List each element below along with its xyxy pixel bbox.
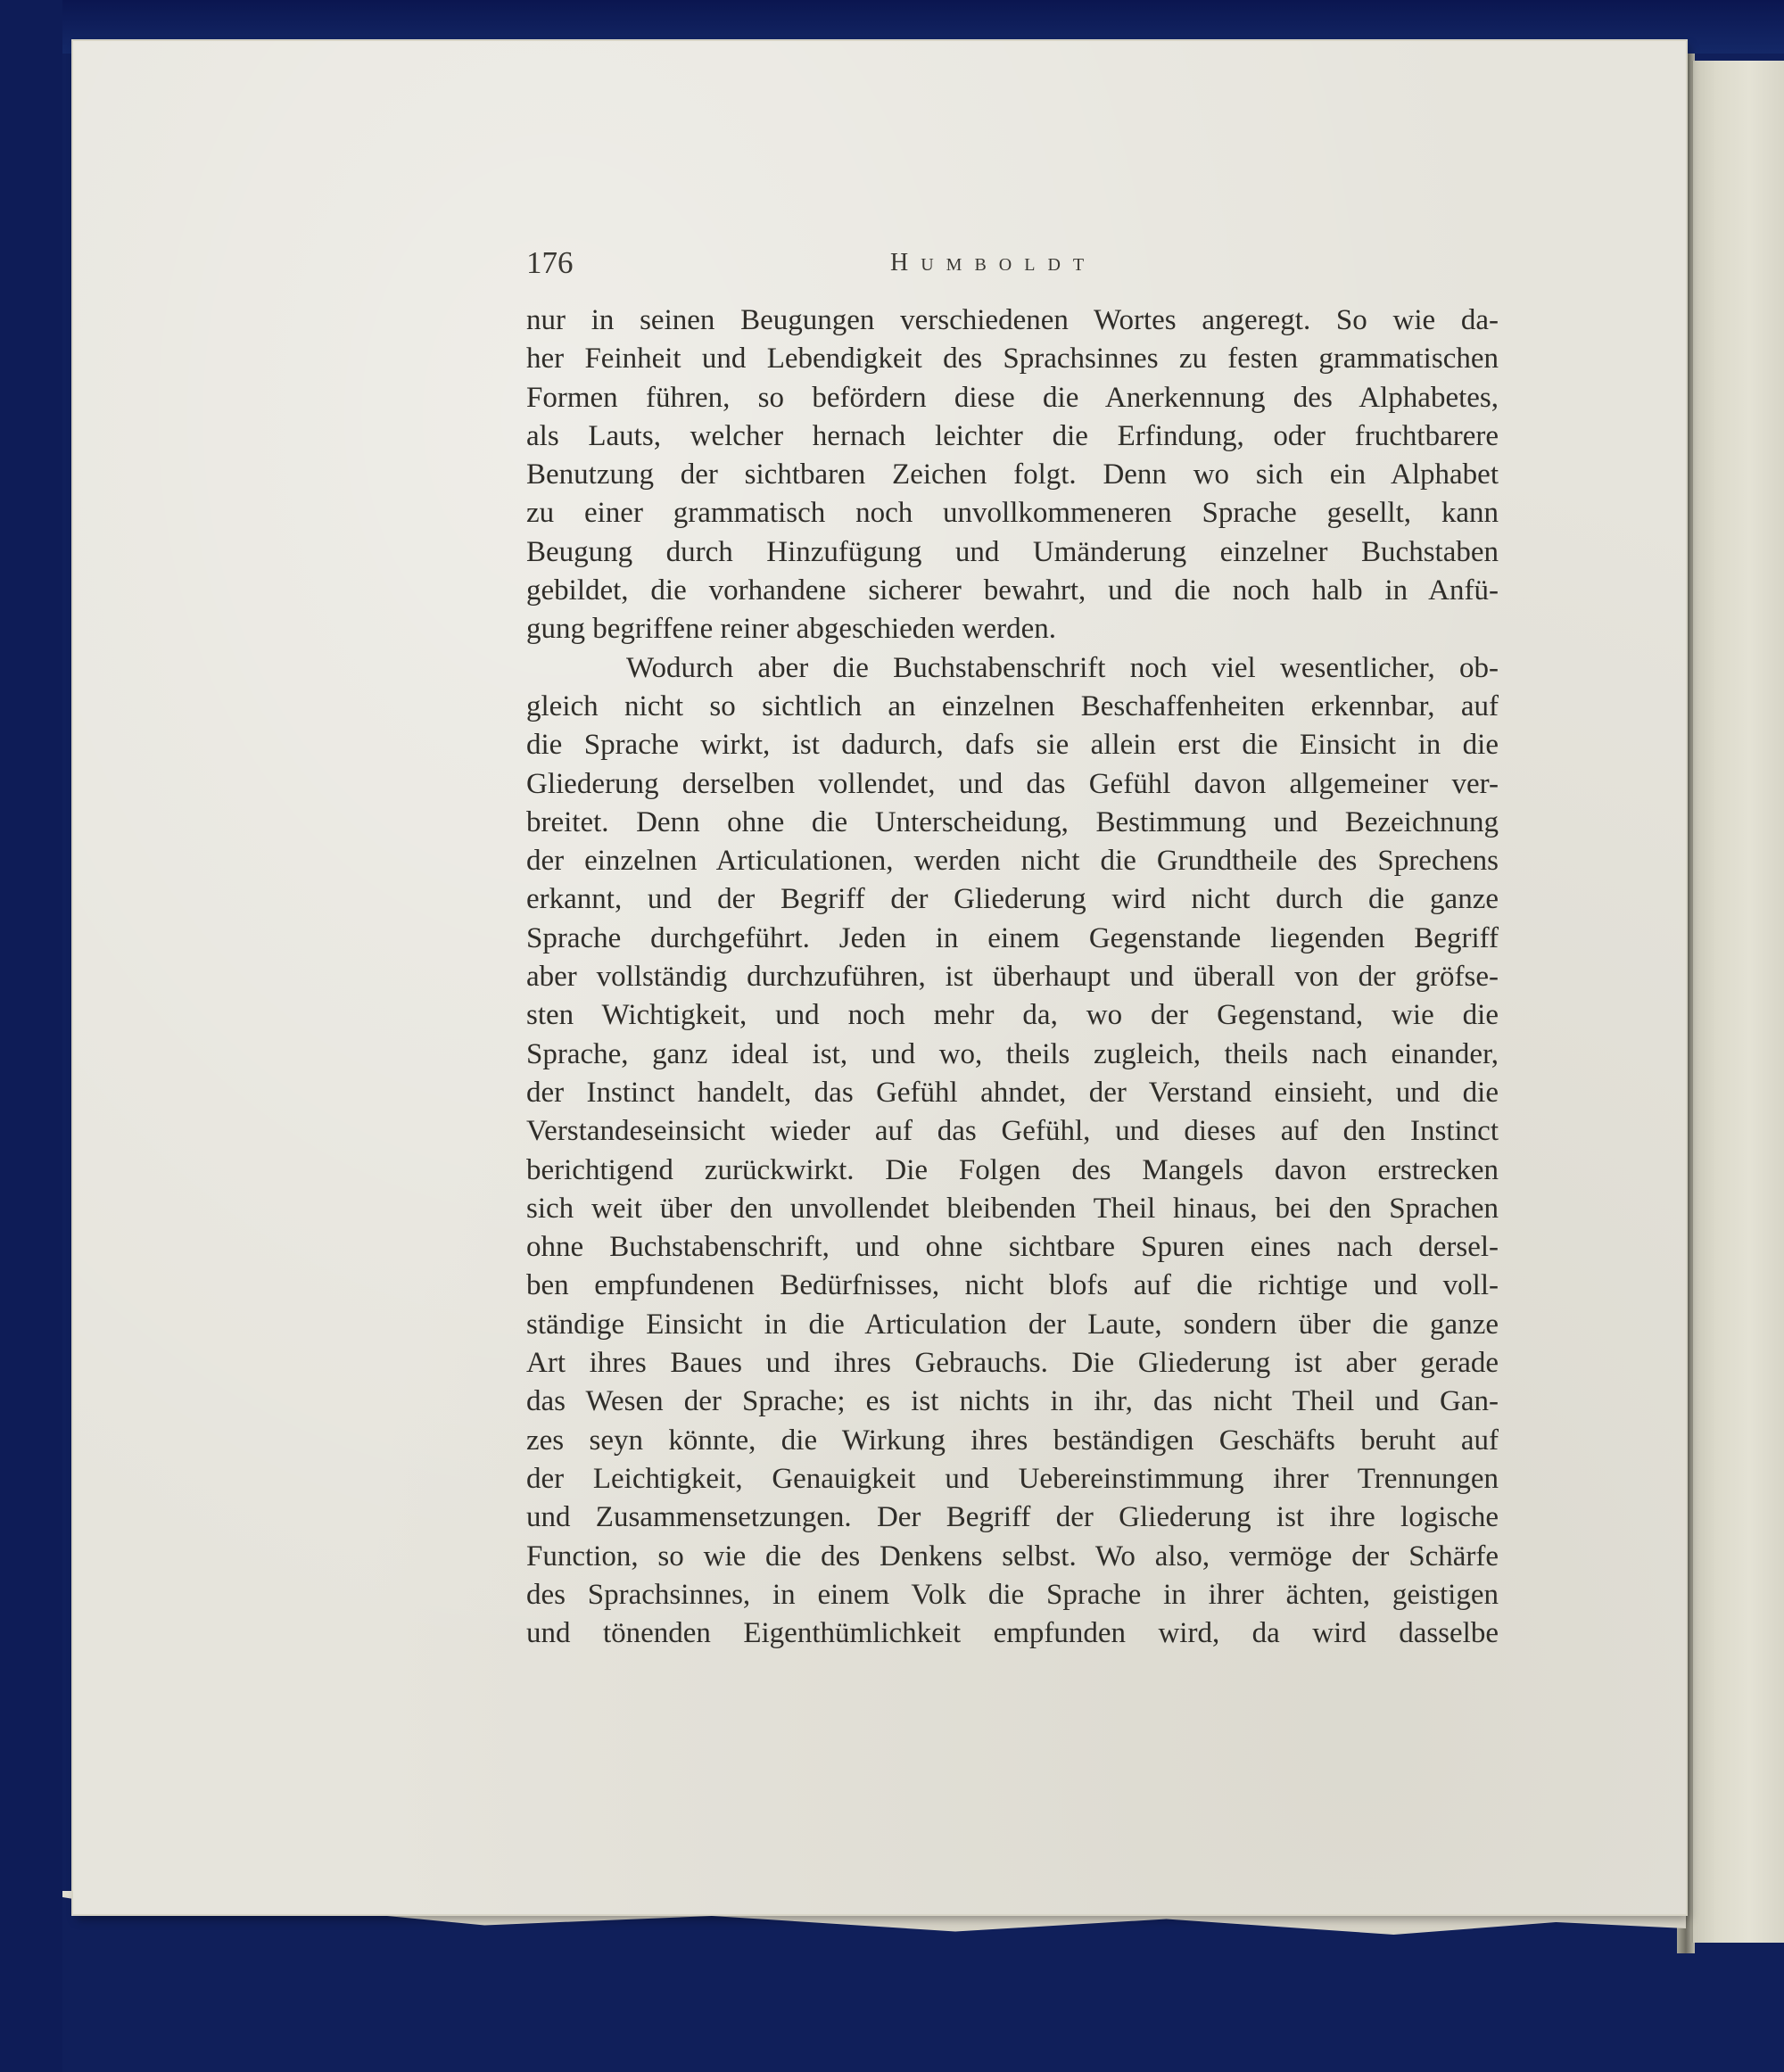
text-line: ohne Buchstabenschrift, und ohne sichtbare Spuren eines nach dersel- bbox=[526, 1231, 1499, 1264]
text-line: ständige Einsicht in die Articulation der Laute, sondern über die ganze bbox=[526, 1308, 1499, 1341]
body-text bbox=[526, 301, 1499, 1653]
text-line: ben empfundenen Bedürfnisses, nicht blofs auf die richtige und voll- bbox=[526, 1269, 1499, 1302]
text-line: Beugung durch Hinzufügung und Umänderung einzelner Buchstaben bbox=[526, 535, 1499, 568]
text-line: der Instinct handelt, das Gefühl ahndet, der Verstand einsieht, und die bbox=[526, 1076, 1499, 1109]
text-line: der einzelnen Articulationen, werden nicht die Grundtheile des Sprechens bbox=[526, 845, 1499, 878]
text-line: her Feinheit und Lebendigkeit des Sprachsinnes zu festen grammatischen bbox=[526, 343, 1499, 376]
text-line: gung begriffene reiner abgeschieden werden. bbox=[526, 613, 1057, 646]
text-line: Formen führen, so befördern diese die Anerkennung des Alphabetes, bbox=[526, 381, 1499, 414]
text-line: zes seyn könnte, die Wirkung ihres beständigen Geschäfts beruht auf bbox=[526, 1424, 1499, 1457]
page-header bbox=[526, 245, 1499, 290]
text-line: aber vollständig durchzuführen, ist überhaupt und überall von der gröfse- bbox=[526, 961, 1499, 994]
text-line: Function, so wie die des Denkens selbst. Wo also, vermöge der Schärfe bbox=[526, 1540, 1499, 1573]
text-line: Gliederung derselben vollendet, und das Gefühl davon allgemeiner ver- bbox=[526, 767, 1499, 800]
text-line: als Lauts, welcher hernach leichter die Erfindung, oder fruchtbarere bbox=[526, 419, 1499, 452]
text-line: zu einer grammatisch noch unvollkommeneren Sprache gesellt, kann bbox=[526, 497, 1499, 530]
scan-backdrop-left bbox=[0, 0, 62, 2072]
text-line: nur in seinen Beugungen verschiedenen Wortes angeregt. So wie da- bbox=[526, 304, 1499, 336]
text-line: das Wesen der Sprache; es ist nichts in ihr, das nicht Theil und Gan- bbox=[526, 1385, 1499, 1418]
text-line: Sprache durchgeführt. Jeden in einem Gegenstande liegenden Begriff bbox=[526, 921, 1499, 954]
text-line: sich weit über den unvollendet bleibenden Theil hinaus, bei den Sprachen bbox=[526, 1192, 1499, 1225]
text-line: des Sprachsinnes, in einem Volk die Sprache in ihrer ächten, geistigen bbox=[526, 1578, 1499, 1611]
text-line: der Leichtigkeit, Genauigkeit und Uebereinstimmung ihrer Trennungen bbox=[526, 1462, 1499, 1495]
text-line: sten Wichtigkeit, und noch mehr da, wo der Gegenstand, wie die bbox=[526, 999, 1499, 1032]
text-line: Wodurch aber die Buchstabenschrift noch viel wesentlicher, ob- bbox=[626, 651, 1499, 684]
text-line: breitet. Denn ohne die Unterscheidung, Bestimmung und Bezeichnung bbox=[526, 805, 1499, 838]
page-number: 176 bbox=[526, 245, 574, 280]
text-line: Sprache, ganz ideal ist, und wo, theils zugleich, theils nach einander, bbox=[526, 1037, 1499, 1070]
text-line: Art ihres Baues und ihres Gebrauchs. Die Gliederung ist aber gerade bbox=[526, 1347, 1499, 1380]
facing-page-edge bbox=[1690, 61, 1784, 1943]
text-line: erkannt, und der Begriff der Gliederung wird nicht durch die ganze bbox=[526, 883, 1499, 916]
text-line: die Sprache wirkt, ist dadurch, dafs sie allein erst die Einsicht in die bbox=[526, 729, 1499, 762]
text-line: und Zusammensetzungen. Der Begriff der Gliederung ist ihre logische bbox=[526, 1501, 1499, 1534]
text-line: Verstandeseinsicht wieder auf das Gefühl, und dieses auf den Instinct bbox=[526, 1115, 1499, 1148]
text-line: berichtigend zurückwirkt. Die Folgen des Mangels davon erstrecken bbox=[526, 1153, 1499, 1186]
running-head: Humboldt bbox=[890, 249, 1097, 277]
text-line: Benutzung der sichtbaren Zeichen folgt. Denn wo sich ein Alphabet bbox=[526, 458, 1499, 491]
text-line: gleich nicht so sichtlich an einzelnen Beschaffenheiten erkennbar, auf bbox=[526, 689, 1499, 722]
text-line: gebildet, die vorhandene sicherer bewahrt, und die noch halb in Anfü- bbox=[526, 574, 1499, 607]
text-line: und tönenden Eigenthümlichkeit empfunden wird, da wird dasselbe bbox=[526, 1617, 1499, 1650]
